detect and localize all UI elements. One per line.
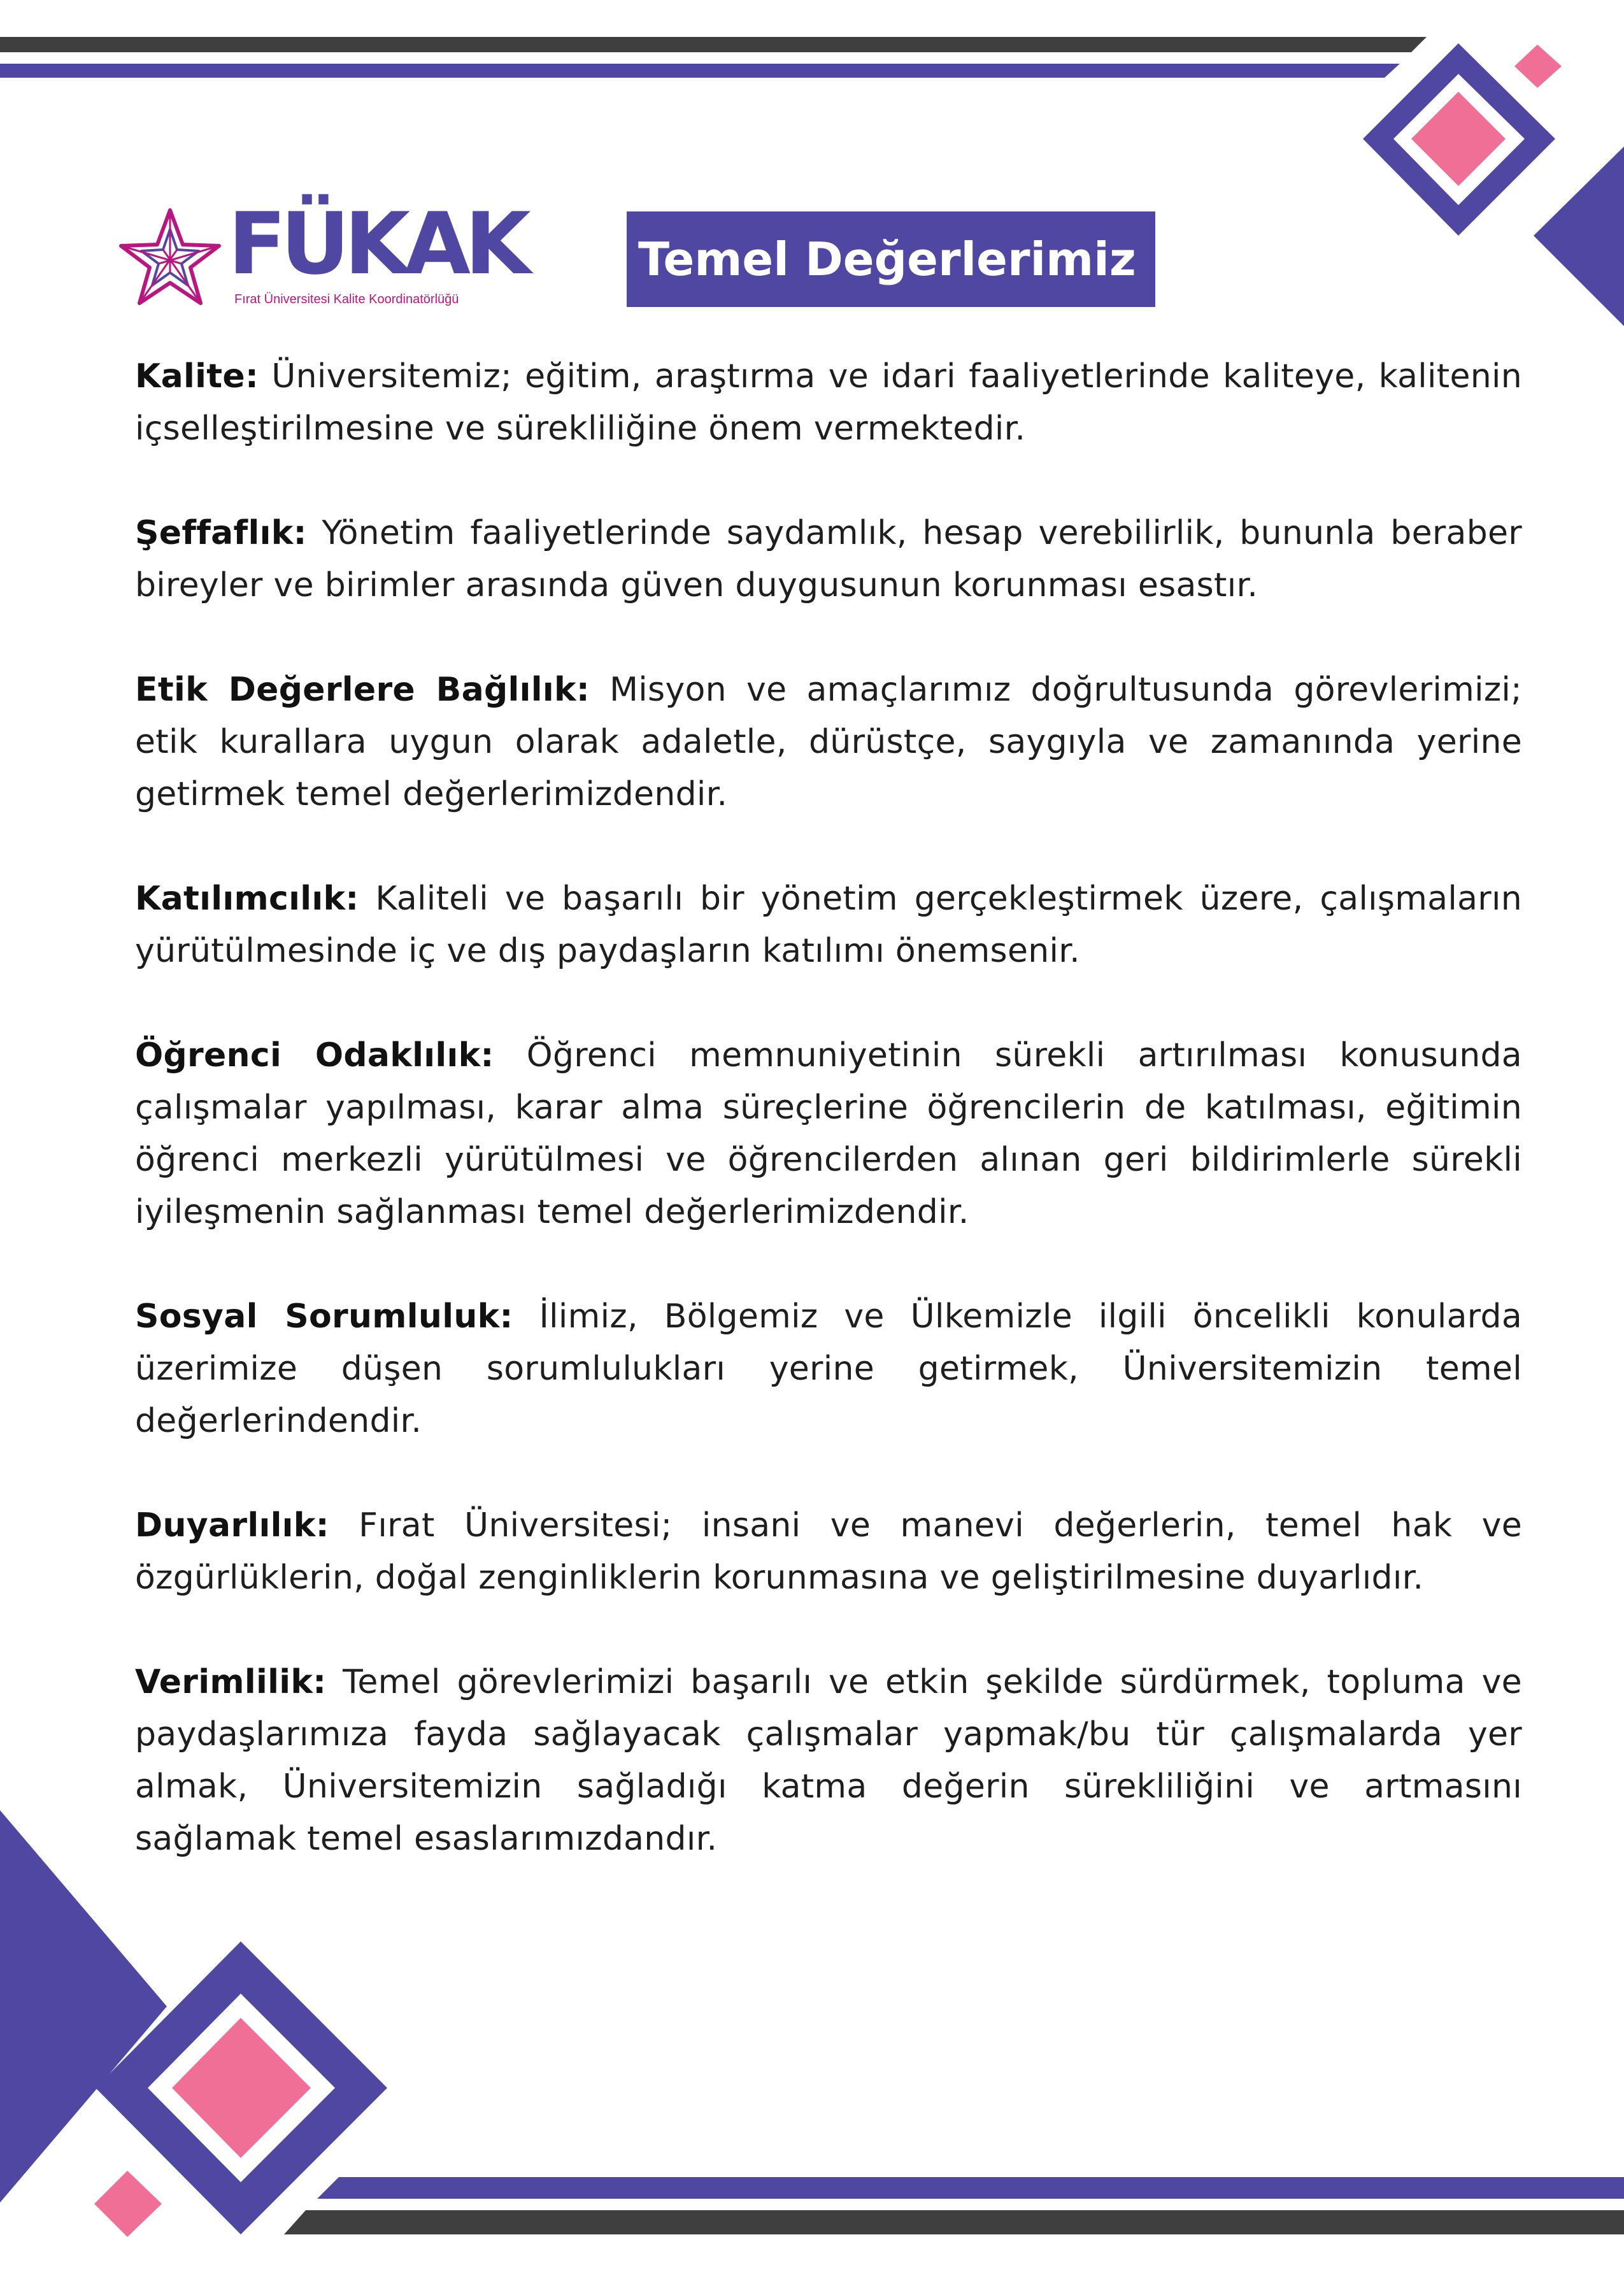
value-item-verimlilik bbox=[135, 1656, 1522, 1865]
value-term: Verimlilik: bbox=[135, 1663, 327, 1701]
logo-subtitle: Fırat Üniversitesi Kalite Koordinatörlüğü bbox=[234, 292, 459, 306]
value-term: Katılımcılık: bbox=[135, 880, 359, 918]
value-text: Fırat Üniversitesi; insani ve manevi değerlerin, temel hak ve özgürlüklerin, doğal zenginliklerin korunmasına ve geliştirilmesine duyarlıdır. bbox=[135, 1506, 1522, 1597]
value-text: Kaliteli ve başarılı bir yönetim gerçekleştirmek üzere, çalışmaların yürütülmesinde iç ve dış paydaşların katılımı önemsenir. bbox=[135, 880, 1522, 970]
value-item-katilimcilik bbox=[135, 873, 1522, 977]
value-item-sosyal-sorumluluk bbox=[135, 1290, 1522, 1447]
value-text: İlimiz, Bölgemiz ve Ülkemizle ilgili öncelikli konularda üzerimize düşen sorumlulukları yerine getirmek, Üniversitemizin temel değerlerindendir. bbox=[135, 1297, 1523, 1440]
value-text: Öğrenci memnuniyetinin sürekli artırılması konusunda çalışmalar yapılması, karar alma süreçlerine öğrencilerin de katılması, eğitimin öğrenci merkezli yürütülmesi ve öğrencilerden alınan geri bildirimlerle sürekli iyileşmenin sağlanması temel değerlerimizdendir. bbox=[135, 1036, 1522, 1231]
fukak-logo bbox=[116, 194, 618, 313]
logo-text-block bbox=[228, 194, 618, 313]
star-logo-icon bbox=[116, 205, 224, 313]
logo-wordmark: FÜKAK bbox=[228, 194, 525, 294]
top-right-triangle bbox=[1534, 146, 1624, 326]
value-item-etik bbox=[135, 664, 1522, 820]
bottom-purple-stripe bbox=[317, 2177, 1624, 2199]
page-title: Temel Değerlerimiz bbox=[627, 211, 1155, 307]
bottom-left-small-diamond bbox=[94, 2171, 162, 2237]
value-term: Sosyal Sorumluluk: bbox=[135, 1297, 513, 1336]
top-purple-stripe bbox=[0, 64, 1400, 78]
value-term: Duyarlılık: bbox=[135, 1506, 329, 1545]
value-text: Misyon ve amaçlarımız doğrultusunda görevlerimizi; etik kurallara uygun olarak adaletle, dürüstçe, saygıyla ve zamanında yerine getirmek temel değerlerimizdendir. bbox=[135, 671, 1522, 813]
value-text: Yönetim faaliyetlerinde saydamlık, hesap verebilirlik, bununla beraber bireyler ve birimler arasında güven duygusunun korunması esastır. bbox=[135, 514, 1522, 604]
value-term: Kalite: bbox=[135, 357, 259, 396]
value-item-ogrenci-odaklilik bbox=[135, 1029, 1522, 1238]
values-list bbox=[135, 350, 1522, 1917]
top-right-small-diamond bbox=[1514, 45, 1562, 88]
value-term: Etik Değerlere Bağlılık: bbox=[135, 671, 590, 709]
value-term: Şeffaflık: bbox=[135, 514, 307, 552]
value-item-duyarlilik bbox=[135, 1499, 1522, 1604]
bottom-dark-stripe bbox=[284, 2210, 1624, 2234]
value-term: Öğrenci Odaklılık: bbox=[135, 1036, 494, 1075]
value-item-seffaflik bbox=[135, 507, 1522, 611]
value-text: Üniversitemiz; eğitim, araştırma ve idari faaliyetlerinde kaliteye, kalitenin içselleştirilmesine ve sürekliliğine önem vermektedir. bbox=[135, 357, 1522, 448]
value-text: Temel görevlerimizi başarılı ve etkin şekilde sürdürmek, topluma ve paydaşlarımıza fayda sağlayacak çalışmalar yapmak/bu tür çalışmalarda yer almak, Üniversitemizin sağladığı katma değerin sürekliliğini ve artmasını sağlamak temel esaslarımızdandır. bbox=[135, 1663, 1522, 1858]
page-header bbox=[116, 194, 1155, 313]
value-item-kalite bbox=[135, 350, 1522, 455]
top-dark-stripe bbox=[0, 37, 1427, 52]
